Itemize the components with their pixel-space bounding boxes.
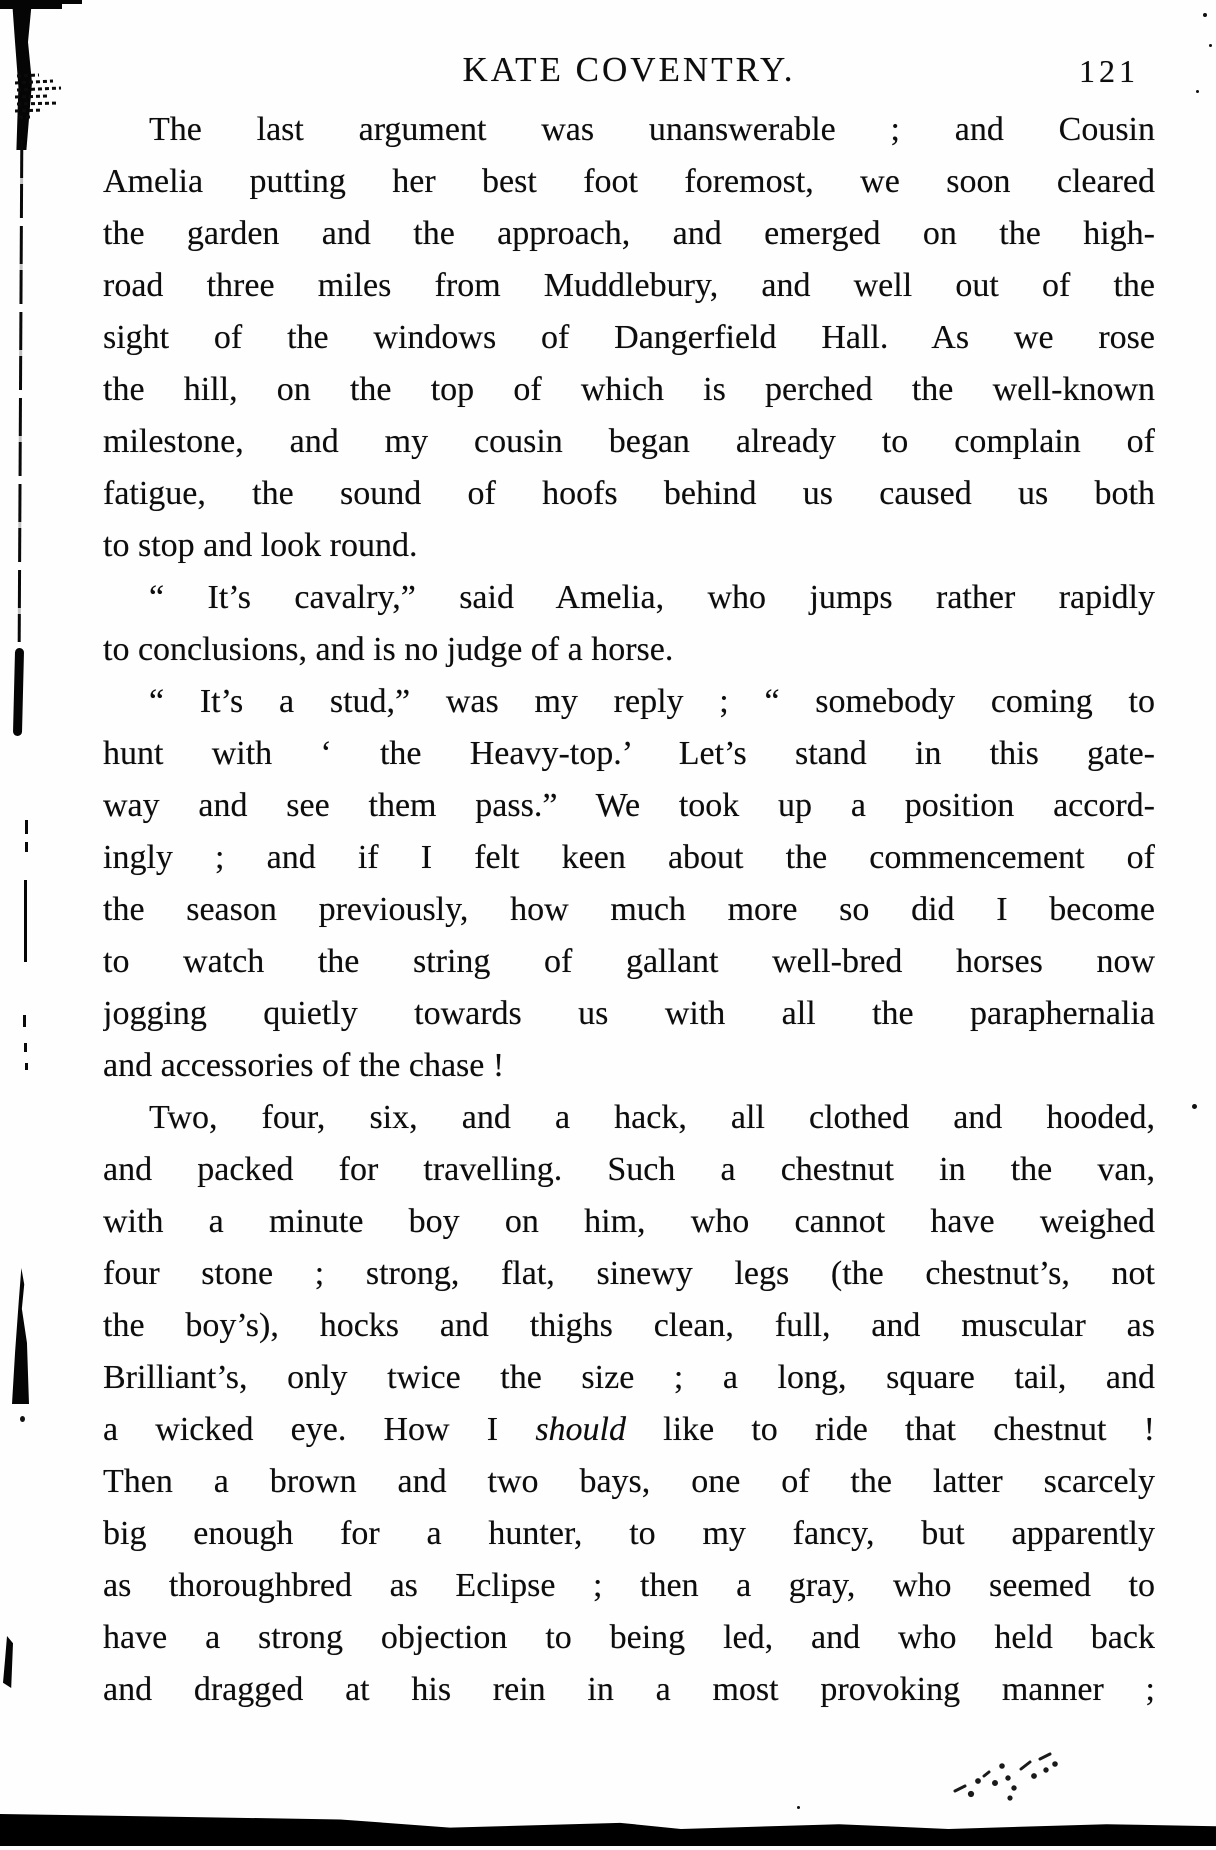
running-header: [103, 50, 1155, 100]
text-line: and packed for travelling. Such a chestnut in the van,: [103, 1151, 1155, 1188]
ink-speck: [1209, 44, 1212, 47]
text-line: big enough for a hunter, to my fancy, but apparently: [103, 1515, 1155, 1552]
scan-artifact-scribble: [950, 1748, 1062, 1804]
text-line: Then a brown and two bays, one of the latter scarcely: [103, 1463, 1155, 1500]
ink-speck: [1203, 13, 1207, 17]
scan-artifact-tick: [25, 820, 28, 834]
text-line: road three miles from Muddlebury, and well out of the: [103, 267, 1155, 304]
ink-speck: [1192, 1104, 1197, 1109]
text-line: and dragged at his rein in a most provoking manner ;: [103, 1671, 1155, 1708]
scan-artifact-ink-blob: [13, 648, 24, 736]
text-line: sight of the windows of Dangerfield Hall. As we rose: [103, 319, 1155, 356]
scan-artifact-top-edge: [58, 0, 82, 4]
text-line: with a minute boy on him, who cannot have weighed: [103, 1203, 1155, 1240]
text-line: jogging quietly towards us with all the paraphernalia: [103, 995, 1155, 1032]
scan-artifact-bottom-left-mark: [3, 1636, 13, 1688]
text-line: hunt with ‘ the Heavy-top.’ Let’s stand in this gate-: [103, 735, 1155, 772]
scan-artifact-ink-wedge: [12, 1268, 29, 1404]
italic-word: should: [535, 1411, 626, 1448]
paragraph: [103, 1092, 1155, 1716]
paragraph: [103, 104, 1155, 572]
text-line: the garden and the approach, and emerged on the high-: [103, 215, 1155, 252]
text-line: four stone ; strong, flat, sinewy legs (the chestnut’s, not: [103, 1255, 1155, 1292]
scan-artifact-spine-line: [18, 140, 24, 642]
text-line: The last argument was unanswerable ; and Cousin: [149, 111, 1155, 148]
text-line: as thoroughbred as Eclipse ; then a gray, who seemed to: [103, 1567, 1155, 1604]
text-line: “ It’s a stud,” was my reply ; “ somebody coming to: [149, 683, 1155, 720]
paragraph: [103, 572, 1155, 676]
page-number: 121: [1079, 53, 1139, 89]
text-line: Brilliant’s, only twice the size ; a long, square tail, and: [103, 1359, 1155, 1396]
scan-artifact-tick: [24, 1043, 27, 1052]
scan-artifact-tick: [23, 1015, 26, 1027]
scan-artifact-spine-segment: [24, 880, 27, 962]
paragraph: [103, 676, 1155, 1092]
ink-speck: [1196, 90, 1199, 93]
scan-artifact-top-edge: [0, 0, 62, 9]
text-line: the boy’s), hocks and thighs clean, full, and muscular as: [103, 1307, 1155, 1344]
text-line: have a strong objection to being led, and who held back: [103, 1619, 1155, 1656]
text-line: and accessories of the chase !: [103, 1047, 505, 1084]
scan-artifact-hatch-blob: [15, 70, 67, 120]
text-line: Two, four, six, and a hack, all clothed and hooded,: [149, 1099, 1155, 1136]
text-line: way and see them pass.” We took up a position accord-: [103, 787, 1155, 824]
scan-artifact-binding-corner: [12, 0, 32, 150]
text-line: “ It’s cavalry,” said Amelia, who jumps rather rapidly: [149, 579, 1155, 616]
text-body: [103, 104, 1155, 1716]
text-line: milestone, and my cousin began already to complain of: [103, 423, 1155, 460]
scan-artifact-bottom-bar: [0, 1814, 1216, 1848]
scan-artifact-tick: [25, 1063, 28, 1070]
text-line: Amelia putting her best foot foremost, we soon cleared: [103, 163, 1155, 200]
scan-artifact-tick: [25, 842, 28, 852]
text-line: the season previously, how much more so did I become: [103, 891, 1155, 928]
text-line: to stop and look round.: [103, 527, 418, 564]
text-line: to conclusions, and is no judge of a horse.: [103, 631, 674, 668]
text-line: a wicked eye. How I should like to ride that chestnut !: [103, 1411, 1155, 1448]
text-line: the hill, on the top of which is perched the well-known: [103, 371, 1155, 408]
ink-speck: [797, 1806, 800, 1809]
text-line: fatigue, the sound of hoofs behind us caused us both: [103, 475, 1155, 512]
text-line: ingly ; and if I felt keen about the commencement of: [103, 839, 1155, 876]
page-title: KATE COVENTRY.: [462, 50, 796, 89]
text-line: to watch the string of gallant well-bred horses now: [103, 943, 1155, 980]
ink-speck: [20, 1416, 25, 1422]
